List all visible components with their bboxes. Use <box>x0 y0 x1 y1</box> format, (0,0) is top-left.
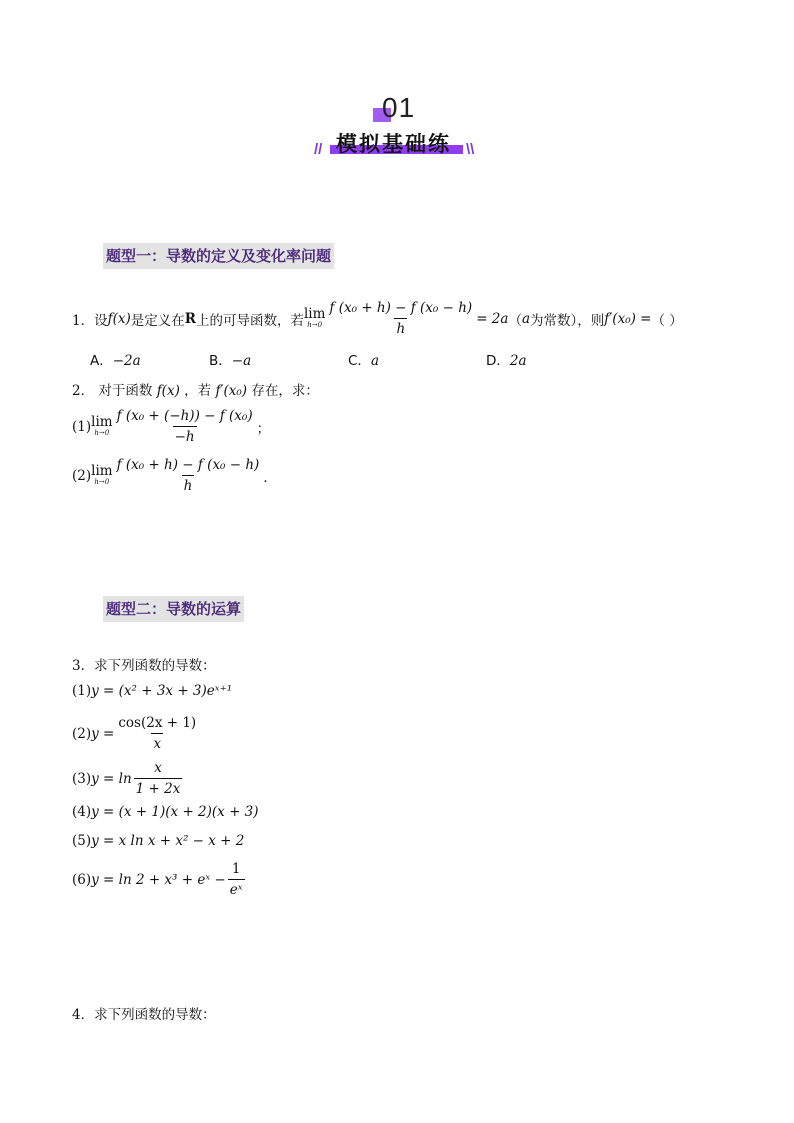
q2-p1-label: (1) <box>72 418 92 435</box>
q2-number: 2． <box>72 383 95 399</box>
q3-item-6-fraction <box>228 861 245 898</box>
q1-lim-word: lim <box>303 306 326 323</box>
q3-item-2-label: (2) <box>72 725 92 742</box>
q3-item-4-label: (4) <box>72 804 92 820</box>
q1-R: R <box>184 310 196 327</box>
q2-p1-end: ； <box>256 420 271 437</box>
question-2 <box>72 379 319 399</box>
q2-part-1 <box>72 408 270 445</box>
q3-item-2-fraction <box>116 715 198 752</box>
q2-p2-fraction <box>115 457 262 494</box>
q4-text: 求下列函数的导数： <box>94 1007 216 1023</box>
q2-part-2 <box>72 457 277 494</box>
q2-p2-numerator: f (x₀ + h) − f (x₀ − h) <box>116 457 260 473</box>
left-slash-decoration: // <box>314 141 323 158</box>
q3-item-4 <box>72 804 259 820</box>
q3-item-2-numerator: cos(2x + 1) <box>118 715 197 731</box>
q1-a: a <box>521 310 530 327</box>
q3-text: 求下列函数的导数： <box>94 658 216 674</box>
q2-p1-lim-sub: h→0 <box>94 428 110 437</box>
q1-number: 1． <box>72 312 95 329</box>
q3-item-3-expr: y = ln <box>91 770 132 787</box>
q3-item-1-expr: y = (x² + 3x + 3)eˣ⁺¹ <box>91 683 233 699</box>
q2-p1-fraction <box>115 408 255 445</box>
q2-p2-denominator: h <box>182 475 195 494</box>
q2-fx: f(x) <box>156 383 180 399</box>
q1-fprime: f′(x₀) = <box>604 310 652 327</box>
section-heading-2: 题型二：导数的运算 <box>103 596 244 622</box>
q2-text-2: ，若 <box>184 383 212 399</box>
q3-item-5 <box>72 833 244 849</box>
right-slash-decoration: \\ <box>466 141 475 158</box>
q2-p2-lim-word: lim <box>91 463 113 480</box>
q4-number: 4． <box>72 1007 95 1023</box>
option-c-label: C． <box>348 353 371 369</box>
q3-item-6-label: (6) <box>72 871 92 888</box>
q3-item-2-denominator: x <box>151 733 163 752</box>
q1-option-b <box>209 349 251 369</box>
q2-p2-label: (2) <box>72 467 92 484</box>
q1-option-d <box>486 349 527 369</box>
question-3 <box>72 654 216 674</box>
q1-text-4: （ <box>508 312 522 329</box>
q3-item-2 <box>72 715 200 752</box>
q2-fprime: f′(x₀) <box>215 383 248 399</box>
q3-item-1-label: (1) <box>72 683 92 699</box>
q1-fx: f(x) <box>107 310 131 327</box>
q3-item-5-expr: y = x ln x + x² − x + 2 <box>91 833 245 849</box>
q1-option-a <box>90 349 141 369</box>
q3-item-5-label: (5) <box>72 833 92 849</box>
option-d-value: 2a <box>509 353 527 369</box>
q1-option-c <box>348 349 379 369</box>
q2-text-1: 对于函数 <box>98 383 153 399</box>
q3-item-6-expr: y = ln 2 + x³ + eˣ − <box>91 871 226 888</box>
option-c-value: a <box>370 353 379 369</box>
question-1 <box>72 300 683 337</box>
option-b-value: −a <box>231 353 252 369</box>
q3-item-3-fraction <box>134 760 183 797</box>
q3-item-6-denominator: eˣ <box>228 879 245 898</box>
section-heading-1: 题型一：导数的定义及变化率问题 <box>103 243 334 269</box>
q2-p2-limit <box>91 465 112 486</box>
q3-item-4-expr: y = (x + 1)(x + 2)(x + 3) <box>91 804 259 820</box>
q2-p2-end: ． <box>263 469 277 486</box>
q1-equals: = 2a <box>476 310 509 327</box>
q3-item-3-label: (3) <box>72 770 92 787</box>
q2-p1-numerator: f (x₀ + (−h)) − f (x₀) <box>116 408 253 424</box>
q1-text-3: 上的可导函数，若 <box>195 312 304 329</box>
q1-text-2: 是定义在 <box>130 312 185 329</box>
q1-frac-numerator: f (x₀ + h) − f (x₀ − h) <box>329 300 473 316</box>
option-d-label: D． <box>486 353 510 369</box>
q1-text-5: 为常数），则 <box>530 312 605 329</box>
q2-text-3: 存在，求： <box>251 383 319 399</box>
option-a-label: A． <box>90 353 113 369</box>
q3-item-3-denominator: 1 + 2x <box>134 778 183 797</box>
section-number: 01 <box>382 92 416 123</box>
q1-limit <box>304 308 325 329</box>
q2-p1-limit <box>91 416 112 437</box>
q2-p2-lim-sub: h→0 <box>94 477 110 486</box>
q3-item-6-numerator: 1 <box>231 861 241 877</box>
q2-p1-denominator: −h <box>173 426 197 445</box>
q3-item-3-numerator: x <box>154 760 162 776</box>
page-title: 模拟基础练 <box>336 132 451 156</box>
q3-item-2-expr: y = <box>91 725 115 742</box>
q1-answer-paren: （ ） <box>651 312 683 329</box>
q1-frac-denominator: h <box>394 318 407 337</box>
q3-item-1 <box>72 683 232 699</box>
q1-text-1: 设 <box>94 312 108 329</box>
option-a-value: −2a <box>112 353 141 369</box>
question-4 <box>72 1003 216 1023</box>
q1-lim-sub: h→0 <box>307 320 323 329</box>
q3-item-6 <box>72 861 247 898</box>
option-b-label: B． <box>209 353 232 369</box>
q3-number: 3． <box>72 658 95 674</box>
q1-fraction <box>327 300 474 337</box>
q2-p1-lim-word: lim <box>91 414 113 431</box>
q3-item-3 <box>72 760 184 797</box>
